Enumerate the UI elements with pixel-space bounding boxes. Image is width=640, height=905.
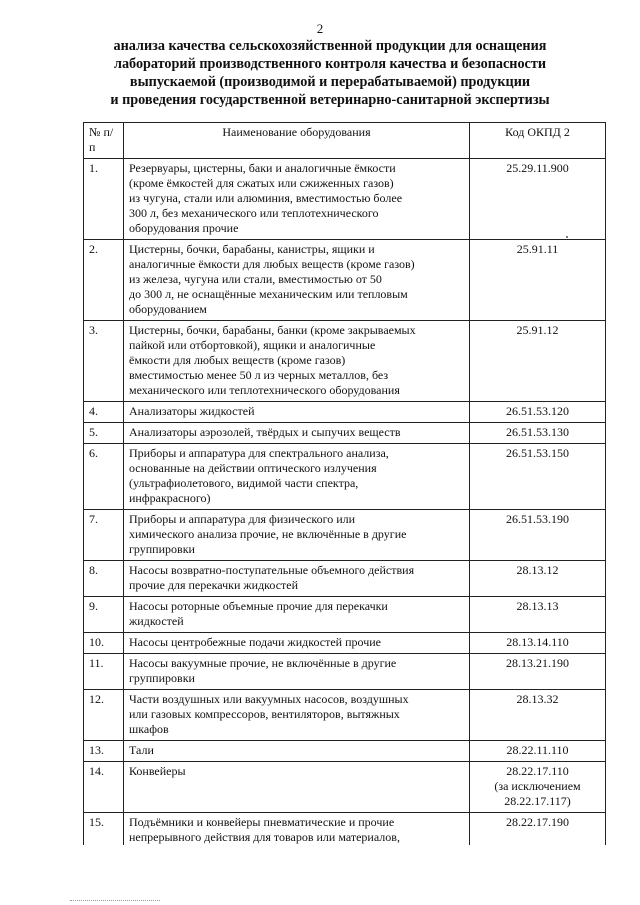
heading-line: и проведения государственной ветеринарно-санитарной экспертизы (110, 92, 550, 108)
equipment-name-line: Тали (129, 743, 154, 757)
equipment-name-line: Подъёмники и конвейеры пневматические и прочие (129, 815, 395, 829)
okpd2-code-value: 28.13.13 (516, 599, 559, 613)
equipment-name-line: химического анализа прочие, не включённые в другие (129, 527, 407, 541)
row-number: 14. (84, 762, 124, 813)
okpd2-code (470, 813, 606, 846)
row-number: 6. (84, 444, 124, 510)
row-number: 15. (84, 813, 124, 846)
row-number: 8. (84, 561, 124, 597)
equipment-name-line: Цистерны, бочки, барабаны, банки (кроме закрываемых (129, 323, 416, 337)
equipment-name-line: Резервуары, цистерны, баки и аналогичные ёмкости (129, 161, 396, 175)
table-row (84, 444, 606, 510)
equipment-name-line: Насосы возвратно-поступательные объемного действия (129, 563, 415, 577)
table-row (84, 654, 606, 690)
equipment-name-line: (кроме ёмкостей для сжатых или сжиженных газов) (129, 176, 394, 190)
okpd2-code-value: 28.13.12 (516, 563, 559, 577)
okpd2-code (470, 159, 606, 240)
okpd2-code (470, 690, 606, 741)
table-row (84, 561, 606, 597)
okpd2-code (470, 402, 606, 423)
equipment-name (124, 690, 470, 741)
equipment-name-line: из железа, чугуна или стали, вместимостью от 50 (129, 272, 382, 286)
equipment-name (124, 762, 470, 813)
okpd2-code (470, 510, 606, 561)
okpd2-code (470, 762, 606, 813)
equipment-table (83, 122, 606, 845)
okpd2-code-value: 26.51.53.130 (506, 425, 569, 439)
equipment-name-line: 300 л, без механического или теплотехнического (129, 206, 379, 220)
okpd2-code-value: 26.51.53.190 (506, 512, 569, 526)
equipment-name (124, 444, 470, 510)
equipment-name (124, 741, 470, 762)
okpd2-code-value: 26.51.53.150 (506, 446, 569, 460)
equipment-name-line: непрерывного действия для товаров или материалов, (129, 830, 400, 844)
equipment-name-line: Насосы центробежные подачи жидкостей прочие (129, 635, 381, 649)
okpd2-code-exception-note: (за исключением (494, 779, 581, 793)
table-row (84, 240, 606, 321)
okpd2-code-value: 25.91.12 (516, 323, 559, 337)
row-number: 5. (84, 423, 124, 444)
equipment-name-line: оборудованием (129, 302, 207, 316)
table-row (84, 402, 606, 423)
okpd2-code-value: 25.91.11 (516, 242, 559, 256)
scan-speck (566, 236, 568, 238)
equipment-name-line: Конвейеры (129, 764, 186, 778)
equipment-name-line: жидкостей (129, 614, 184, 628)
equipment-name-line: механического или теплотехнического оборудования (129, 383, 400, 397)
table-row (84, 159, 606, 240)
equipment-table-body (84, 159, 606, 846)
okpd2-code-value: 28.13.32 (516, 692, 559, 706)
row-number: 2. (84, 240, 124, 321)
table-row (84, 597, 606, 633)
equipment-name (124, 423, 470, 444)
equipment-name (124, 510, 470, 561)
equipment-name-line: Приборы и аппаратура для спектрального анализа, (129, 446, 389, 460)
row-number: 12. (84, 690, 124, 741)
row-number: 11. (84, 654, 124, 690)
okpd2-code (470, 654, 606, 690)
table-row (84, 633, 606, 654)
row-number: 7. (84, 510, 124, 561)
page-number: 2 (316, 21, 324, 36)
table-row (84, 423, 606, 444)
equipment-name (124, 240, 470, 321)
equipment-name-line: (ультрафиолетового, видимой части спектра, (129, 476, 359, 490)
okpd2-code (470, 240, 606, 321)
equipment-name-line: группировки (129, 671, 195, 685)
okpd2-code (470, 423, 606, 444)
equipment-name-line: ёмкости для любых веществ (кроме газов) (129, 353, 346, 367)
equipment-name (124, 321, 470, 402)
equipment-name (124, 159, 470, 240)
equipment-name-line: Анализаторы жидкостей (129, 404, 255, 418)
okpd2-code-value: 28.22.17.110 (506, 764, 569, 778)
okpd2-code-value: 28.22.17.190 (506, 815, 569, 829)
table-row (84, 510, 606, 561)
equipment-name (124, 402, 470, 423)
equipment-name-line: основанные на действии оптического излучения (129, 461, 377, 475)
table-row (84, 741, 606, 762)
column-header-number: № п/п (84, 123, 124, 159)
table-row (84, 321, 606, 402)
equipment-name-line: оборудования прочие (129, 221, 239, 235)
okpd2-code (470, 597, 606, 633)
document-heading (60, 37, 600, 109)
table-row (84, 762, 606, 813)
equipment-name-line: Анализаторы аэрозолей, твёрдых и сыпучих веществ (129, 425, 401, 439)
heading-line: лабораторий производственного контроля качества и безопасности (113, 56, 546, 72)
equipment-name-line: из чугуна, стали или алюминия, вместимостью более (129, 191, 403, 205)
equipment-name (124, 813, 470, 846)
okpd2-code (470, 561, 606, 597)
equipment-name-line: вместимостью менее 50 л из черных металлов, без (129, 368, 389, 382)
okpd2-code-value: 28.13.14.110 (506, 635, 569, 649)
row-number: 13. (84, 741, 124, 762)
okpd2-code-exception-note: 28.22.17.117) (504, 794, 571, 808)
equipment-name-line: шкафов (129, 722, 169, 736)
equipment-name-line: Части воздушных или вакуумных насосов, воздушных (129, 692, 409, 706)
heading-line: анализа качества сельскохозяйственной продукции для оснащения (113, 38, 547, 54)
column-header-name: Наименование оборудования (124, 123, 470, 159)
equipment-name-line: или газовых компрессоров, вентиляторов, вытяжных (129, 707, 400, 721)
table-header-row (84, 123, 606, 159)
okpd2-code (470, 633, 606, 654)
okpd2-code-value: 26.51.53.120 (506, 404, 569, 418)
heading-line: выпускаемой (производимой и перерабатываемой) продукции (129, 74, 531, 90)
row-number: 1. (84, 159, 124, 240)
equipment-name (124, 654, 470, 690)
equipment-name (124, 633, 470, 654)
equipment-name-line: инфракрасного) (129, 491, 211, 505)
equipment-name-line: пайкой или отбортовкой), ящики и аналогичные (129, 338, 376, 352)
equipment-name-line: аналогичные ёмкости для любых веществ (кроме газов) (129, 257, 415, 271)
equipment-name (124, 597, 470, 633)
row-number: 9. (84, 597, 124, 633)
table-row (84, 690, 606, 741)
okpd2-code (470, 741, 606, 762)
equipment-name (124, 561, 470, 597)
okpd2-code-value: 25.29.11.900 (506, 161, 569, 175)
equipment-name-line: Цистерны, бочки, барабаны, канистры, ящики и (129, 242, 375, 256)
equipment-name-line: группировки (129, 542, 195, 556)
column-header-code: Код ОКПД 2 (470, 123, 606, 159)
okpd2-code-value: 28.22.11.110 (506, 743, 569, 757)
scan-artifact (70, 900, 160, 903)
equipment-name-line: Насосы роторные объемные прочие для перекачки (129, 599, 388, 613)
table-row (84, 813, 606, 846)
equipment-name-line: Насосы вакуумные прочие, не включённые в другие (129, 656, 397, 670)
row-number: 4. (84, 402, 124, 423)
equipment-name-line: прочие для перекачки жидкостей (129, 578, 299, 592)
okpd2-code-value: 28.13.21.190 (506, 656, 569, 670)
okpd2-code (470, 321, 606, 402)
equipment-name-line: до 300 л, не оснащённые механическим или тепловым (129, 287, 408, 301)
equipment-name-line: Приборы и аппаратура для физического или (129, 512, 356, 526)
row-number: 10. (84, 633, 124, 654)
row-number: 3. (84, 321, 124, 402)
okpd2-code (470, 444, 606, 510)
